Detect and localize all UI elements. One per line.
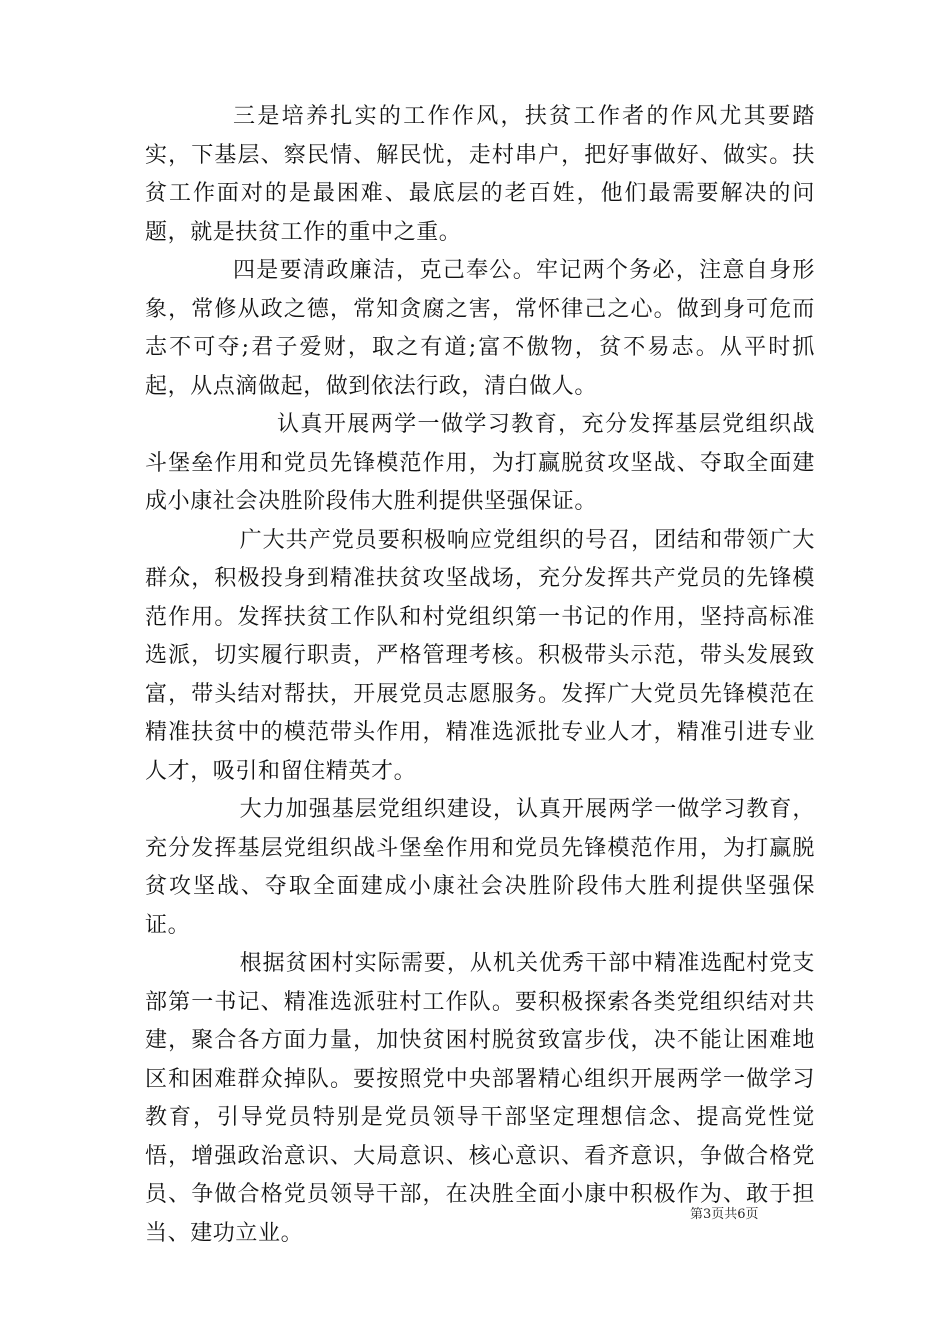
page-number-footer: 第3页共6页 [690, 1207, 759, 1222]
document-body [145, 98, 815, 1253]
paragraph-1: 三是培养扎实的工作作风，扶贫工作者的作风尤其要踏实，下基层、察民情、解民忧，走村串户，把好事做好、做实。扶贫工作面对的是最困难、最底层的老百姓，他们最需要解决的问题，就是扶贫工作的重中之重。 [145, 104, 815, 245]
paragraph-5: 大力加强基层党组织建设，认真开展两学一做学习教育，充分发挥基层党组织战斗堡垒作用和党员先锋模范作用，为打赢脱贫攻坚战、夺取全面建成小康社会决胜阶段伟大胜利提供坚强保证。 [145, 797, 815, 938]
paragraph-2: 四是要清政廉洁，克己奉公。牢记两个务必，注意自身形象，常修从政之德，常知贪腐之害，常怀律己之心。做到身可危而志不可夺;君子爱财，取之有道;富不傲物，贫不易志。从平时抓起，从点滴做起，做到依法行政，清白做人。 [145, 258, 815, 399]
paragraph-3: 认真开展两学一做学习教育，充分发挥基层党组织战斗堡垒作用和党员先锋模范作用，为打赢脱贫攻坚战、夺取全面建成小康社会决胜阶段伟大胜利提供坚强保证。 [145, 412, 815, 514]
paragraph-4: 广大共产党员要积极响应党组织的号召，团结和带领广大群众，积极投身到精准扶贫攻坚战场，充分发挥共产党员的先锋模范作用。发挥扶贫工作队和村党组织第一书记的作用，坚持高标准选派，切实履行职责，严格管理考核。积极带头示范，带头发展致富，带头结对帮扶，开展党员志愿服务。发挥广大党员先锋模范在精准扶贫中的模范带头作用，精准选派批专业人才，精准引进专业人才，吸引和留住精英才。 [145, 527, 815, 784]
paragraph-6: 根据贫困村实际需要，从机关优秀干部中精准选配村党支部第一书记、精准选派驻村工作队。要积极探索各类党组织结对共建，聚合各方面力量，加快贫困村脱贫致富步伐，决不能让困难地区和困难群众掉队。要按照党中央部署精心组织开展两学一做学习教育，引导党员特别是党员领导干部坚定理想信念、提高党性觉悟，增强政治意识、大局意识、核心意识、看齐意识，争做合格党员、争做合格党员领导干部，在决胜全面小康中积极作为、敢于担当、建功立业。 [145, 951, 815, 1246]
